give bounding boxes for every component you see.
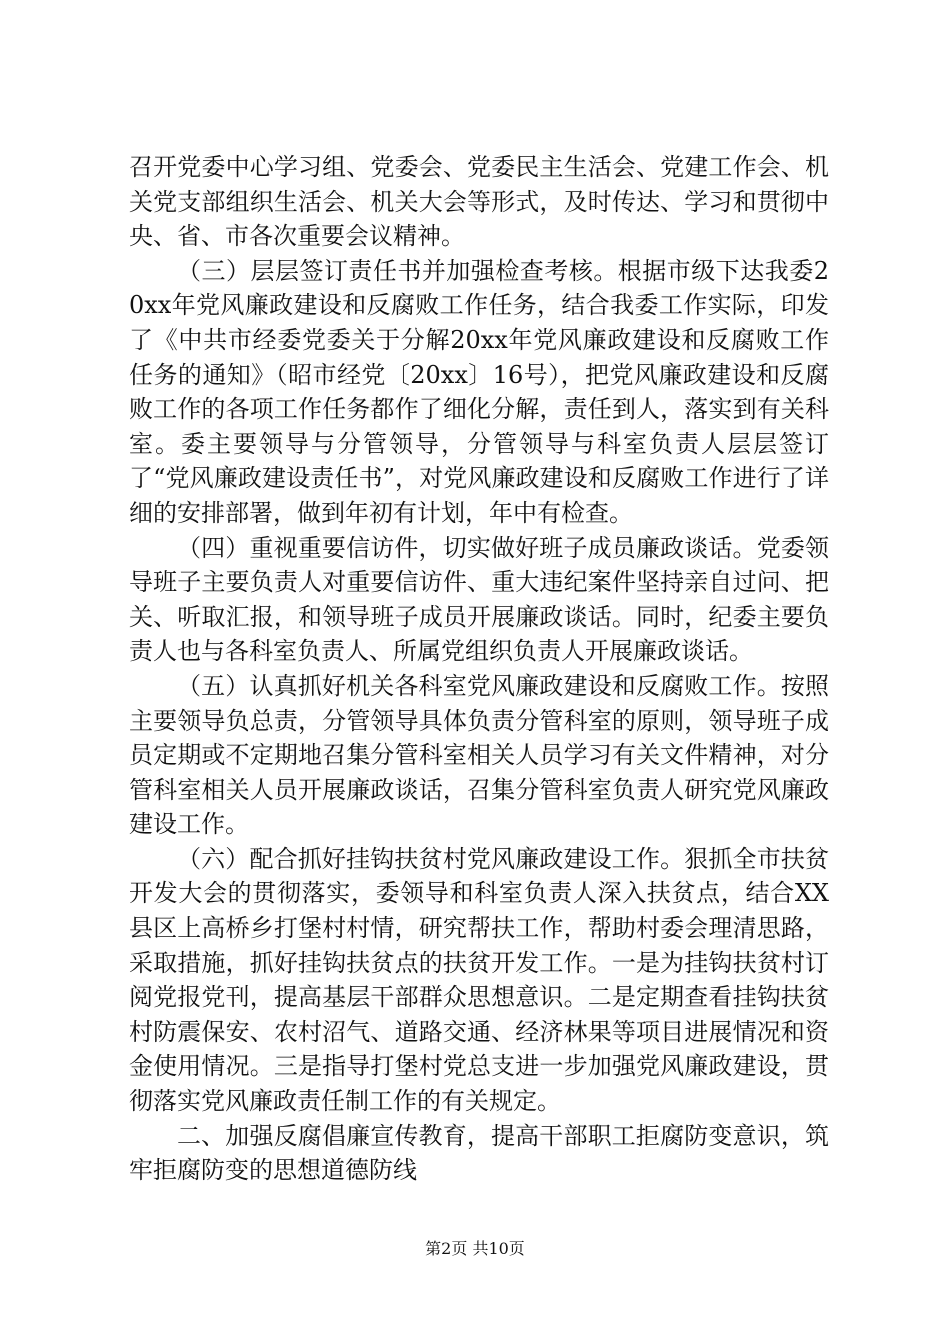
paragraph: 召开党委中心学习组、党委会、党委民主生活会、党建工作会、机关党支部组织生活会、机关大会等形式，及时传达、学习和贯彻中央、省、市各次重要会议精神。: [129, 153, 829, 251]
paragraph-heading-2: 二、加强反腐倡廉宣传教育，提高干部职工拒腐防变意识，筑牢拒腐防变的思想道德防线: [129, 1121, 829, 1185]
paragraph-section-3: （三）层层签订责任书并加强检查考核。根据市级下达我委20xx年党风廉政建设和反腐败工作任务，结合我委工作实际，印发了《中共市经委党委关于分解20xx年党风廉政建设和反腐败工作任务的通知》（昭市经党〔20xx〕16号），把党风廉政建设和反腐败工作的各项工作任务都作了细化分解，责任到人，落实到有关科室。委主要领导与分管领导，分管领导与科室负责人层层签订了“党风廉政建设责任书”，对党风廉政建设和反腐败工作进行了详细的安排部署，做到年初有计划，年中有检查。: [129, 256, 829, 527]
page-number-footer: 第2页 共10页: [425, 1239, 525, 1258]
paragraph-section-5: （五）认真抓好机关各科室党风廉政建设和反腐败工作。按照主要领导负总责，分管领导具体负责分管科室的原则，领导班子成员定期或不定期地召集分管科室相关人员学习有关文件精神，对分管科室相关人员开展廉政谈话，召集分管科室负责人研究党风廉政建设工作。: [129, 671, 829, 839]
document-body: [129, 150, 829, 1188]
paragraph-section-4: （四）重视重要信访件，切实做好班子成员廉政谈话。党委领导班子主要负责人对重要信访件、重大违纪案件坚持亲自过问、把关、听取汇报，和领导班子成员开展廉政谈话。同时，纪委主要负责人也与各科室负责人、所属党组织负责人开展廉政谈话。: [129, 533, 829, 666]
paragraph-section-6: （六）配合抓好挂钩扶贫村党风廉政建设工作。狠抓全市扶贫开发大会的贯彻落实，委领导和科室负责人深入扶贫点，结合XX县区上高桥乡打堡村村情，研究帮扶工作，帮助村委会理清思路，采取措施，抓好挂钩扶贫点的扶贫开发工作。一是为挂钩扶贫村订阅党报党刊，提高基层干部群众思想意识。二是定期查看挂钩扶贫村防震保安、农村沼气、道路交通、经济林果等项目进展情况和资金使用情况。三是指导打堡村党总支进一步加强党风廉政建设，贯彻落实党风廉政责任制工作的有关规定。: [129, 844, 829, 1116]
